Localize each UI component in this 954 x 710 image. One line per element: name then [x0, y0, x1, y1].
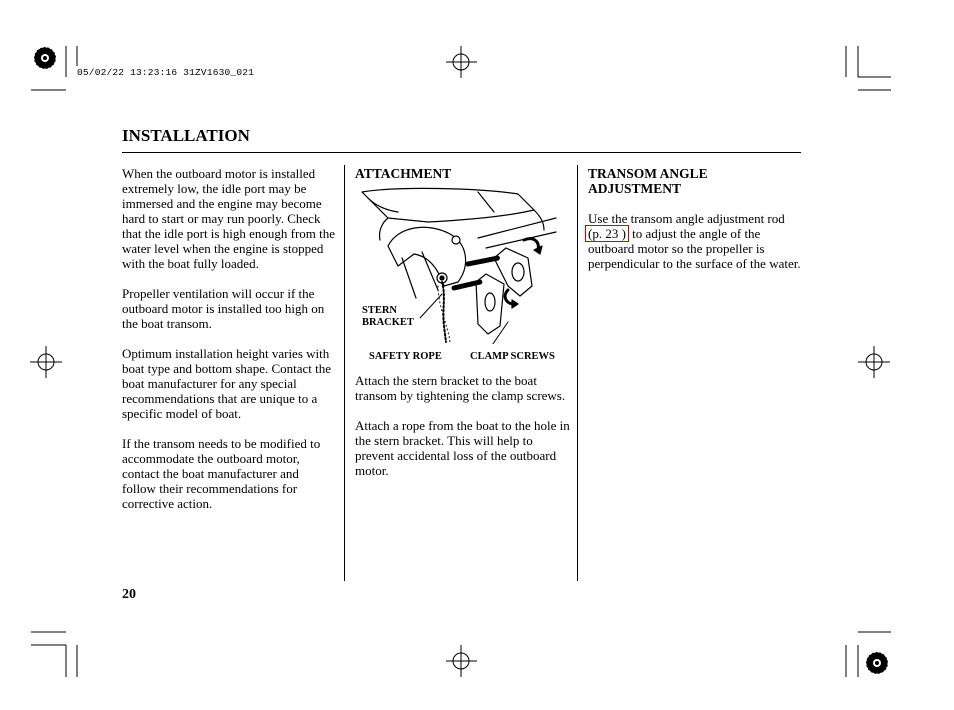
paragraph-installation-height: Optimum installation height varies with boat type and bottom shape. Contact the boat manufacturer for any special recommendations that are unique to a specific model of boat.	[122, 346, 332, 421]
label-clamp-screws: CLAMP SCREWS	[470, 351, 555, 362]
section-title: INSTALLATION	[122, 126, 250, 145]
middle-column-text	[355, 373, 570, 493]
page-number: 20	[122, 587, 136, 602]
label-stern-bracket: STERN BRACKET	[362, 305, 414, 328]
paragraph-attach-rope: Attach a rope from the boat to the hole in the stern bracket. This will help to prevent accidental loss of the outboard motor.	[355, 418, 570, 478]
paragraph-transom-modification: If the transom needs to be modified to accommodate the outboard motor, contact the boat manufacturer and follow their recommendations for corrective action.	[122, 436, 321, 511]
paragraph-idle-port: When the outboard motor is installed extremely low, the idle port may be immersed and the engine may become hard to start or may run poorly. Check that the idle port is high enough from the water level when the engine is stopped with the boat fully loaded.	[122, 166, 336, 271]
print-stamp: 05/02/22 13:23:16 31ZV1630_021	[77, 67, 255, 78]
paragraph-ventilation: Propeller ventilation will occur if the outboard motor is installed too high on the boat transom.	[122, 286, 325, 331]
transom-text-rest: to adjust the angle of the outboard motor so the propeller is perpendicular to the surface of the water.	[588, 226, 801, 271]
header-rule	[122, 152, 801, 153]
transom-text-intro: Use the transom angle adjustment rod	[588, 211, 785, 226]
label-safety-rope: SAFETY ROPE	[369, 351, 442, 362]
transom-angle-heading: TRANSOM ANGLE ADJUSTMENT	[588, 166, 708, 196]
left-column	[122, 166, 336, 526]
column-divider-1	[344, 165, 345, 581]
attachment-heading: ATTACHMENT	[355, 166, 452, 181]
transom-angle-text	[588, 211, 804, 271]
page-23-link[interactable]: (p. 23 )	[585, 225, 629, 242]
paragraph-attach-bracket: Attach the stern bracket to the boat transom by tightening the clamp screws.	[355, 373, 566, 403]
column-divider-2	[577, 165, 578, 581]
